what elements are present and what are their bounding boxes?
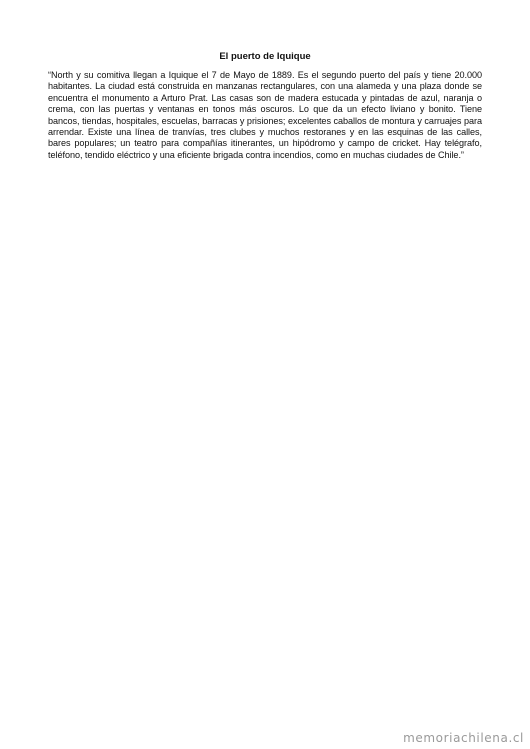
source-watermark: memoriachilena.cl: [403, 731, 524, 745]
document-title: El puerto de Iquique: [219, 51, 311, 62]
document-body-paragraph: “North y su comitiva llegan a Iquique el 7 de Mayo de 1889. Es el segundo puerto del país y tiene 20.000 habitantes. La ciudad está construida en manzanas rectangulares, con una alameda y una plaza donde se encuentra el monumento a Arturo Prat. Las casas son de madera estucada y pintadas de azul, naranja o crema, con las puertas y ventanas en tonos más oscuros. Lo que da un efecto liviano y bonito. Tiene bancos, tiendas, hospitales, escuelas, barracas y prisiones; excelentes caballos de montura y carruajes para arrendar. Existe una línea de tranvías, tres clubes y muchos restoranes y en las esquinas de las calles, bares populares; un teatro para compañías itinerantes, un hipódromo y campo de cricket. Hay telégrafo, teléfono, tendido eléctrico y una eficiente brigada contra incendios, como en muchas ciudades de Chile.”: [48, 70, 482, 160]
